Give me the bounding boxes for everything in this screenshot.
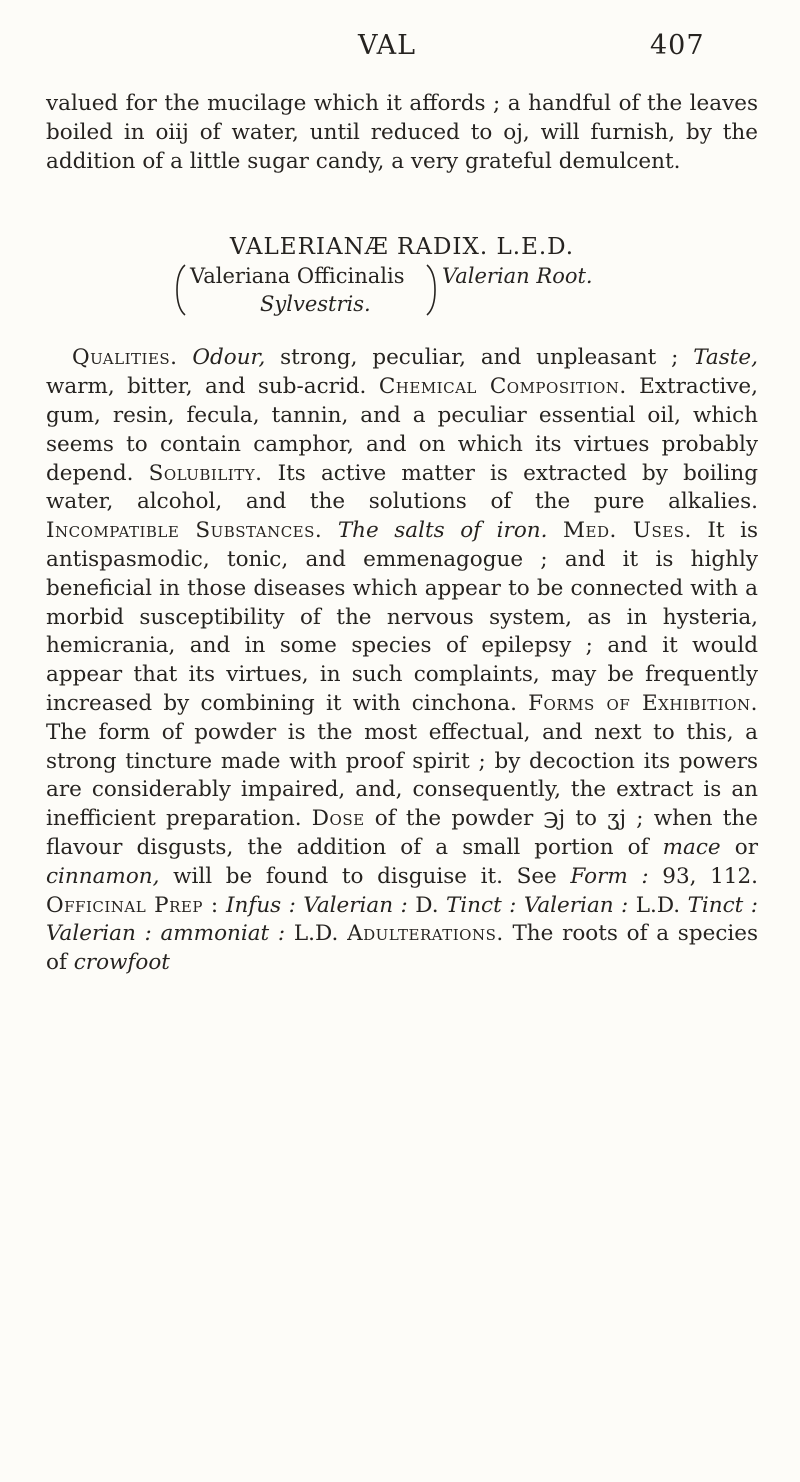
section-label: Adulterations.: [347, 921, 504, 947]
latin-name-variety: Sylvestris.: [260, 292, 371, 317]
body-segment: Extractive, gum, resin, fecula, tannin, and a peculiar essential oil, which seems to contain camphor, and on which its virtues probably depend.: [46, 374, 758, 486]
section-label: Officinal Prep :: [46, 892, 219, 918]
body-segment: The form of powder is the most effectual, and next to this, a strong tincture made with proof spirit ; by decoction its powers are considerably impaired, and, consequently, the extract is an inefficient preparation.: [46, 719, 758, 832]
italic-text: Form :: [570, 863, 649, 889]
entry-paragraph: [46, 344, 758, 978]
body-segment: or: [734, 834, 758, 860]
body-segment: D.: [415, 892, 439, 918]
body-segment: It is antispasmodic, tonic, and emmenagogue ; and it is highly beneficial in those diseases which appear to be connected with a morbid susceptibility of the nervous system, as in hysteria, hemicrania, and in some species of epilepsy ; and it would appear that its virtues, in such complaints, may be frequently increased by combining it with cinchona.: [46, 518, 758, 716]
section-label: Incompatible Substances.: [46, 518, 323, 544]
right-bracket-icon: [426, 264, 436, 316]
section-label: Med. Uses.: [563, 518, 692, 544]
page-number: 407: [650, 30, 705, 61]
entry-heading: VALERIANÆ RADIX. L.E.D.: [229, 234, 575, 261]
body-segment: of the powder ℈j to ʒj ; when the flavour disgusts, the addition of a small portion of: [46, 806, 758, 860]
latin-name: Valeriana Officinalis: [190, 264, 405, 289]
entry-names: [46, 262, 758, 328]
italic-text: Tinct : Valerian :: [445, 892, 629, 918]
body-segment: strong, peculiar, and unpleasant ;: [280, 345, 679, 371]
section-label: Dose: [311, 806, 365, 832]
italic-text: Infus : Valerian :: [226, 892, 408, 918]
left-bracket-icon: [176, 264, 186, 316]
body-segment: L.D.: [635, 892, 681, 918]
section-label: Forms of Exhibition.: [528, 690, 758, 716]
body-segment: Its active matter is extracted by boiling water, alcohol, and the solutions of the pure alkalies.: [46, 460, 759, 515]
italic-text: Tinct : Valerian : ammoniat :: [46, 892, 758, 947]
italic-text: Odour,: [192, 345, 266, 371]
body-text: [46, 90, 758, 978]
section-label: Solubility.: [148, 460, 263, 486]
english-name: Valerian Root.: [442, 264, 593, 289]
body-segment: will be found to disguise it. See: [173, 863, 557, 889]
section-label: Qualities.: [72, 345, 178, 371]
page-header: [0, 30, 800, 70]
italic-text: The salts of iron.: [337, 518, 548, 544]
italic-text: Taste,: [693, 345, 758, 371]
body-segment: The roots of a species of: [46, 921, 759, 976]
section-label: Chemical Composition.: [378, 374, 627, 400]
italic-text: cinnamon,: [46, 863, 160, 889]
italic-text: mace: [662, 834, 721, 860]
body-segment: 93, 112.: [662, 863, 758, 889]
italic-text: crowfoot: [73, 950, 170, 976]
body-segment: warm, bitter, and sub-acrid.: [46, 374, 367, 400]
running-head: VAL: [358, 30, 417, 61]
intro-paragraph: valued for the mucilage which it affords ; a handful of the leaves boiled in oiij of water, until reduced to oj, will furnish, by the addition of a little sugar candy, a very grateful demulcent.: [46, 91, 758, 174]
body-segment: L.D.: [293, 921, 339, 947]
